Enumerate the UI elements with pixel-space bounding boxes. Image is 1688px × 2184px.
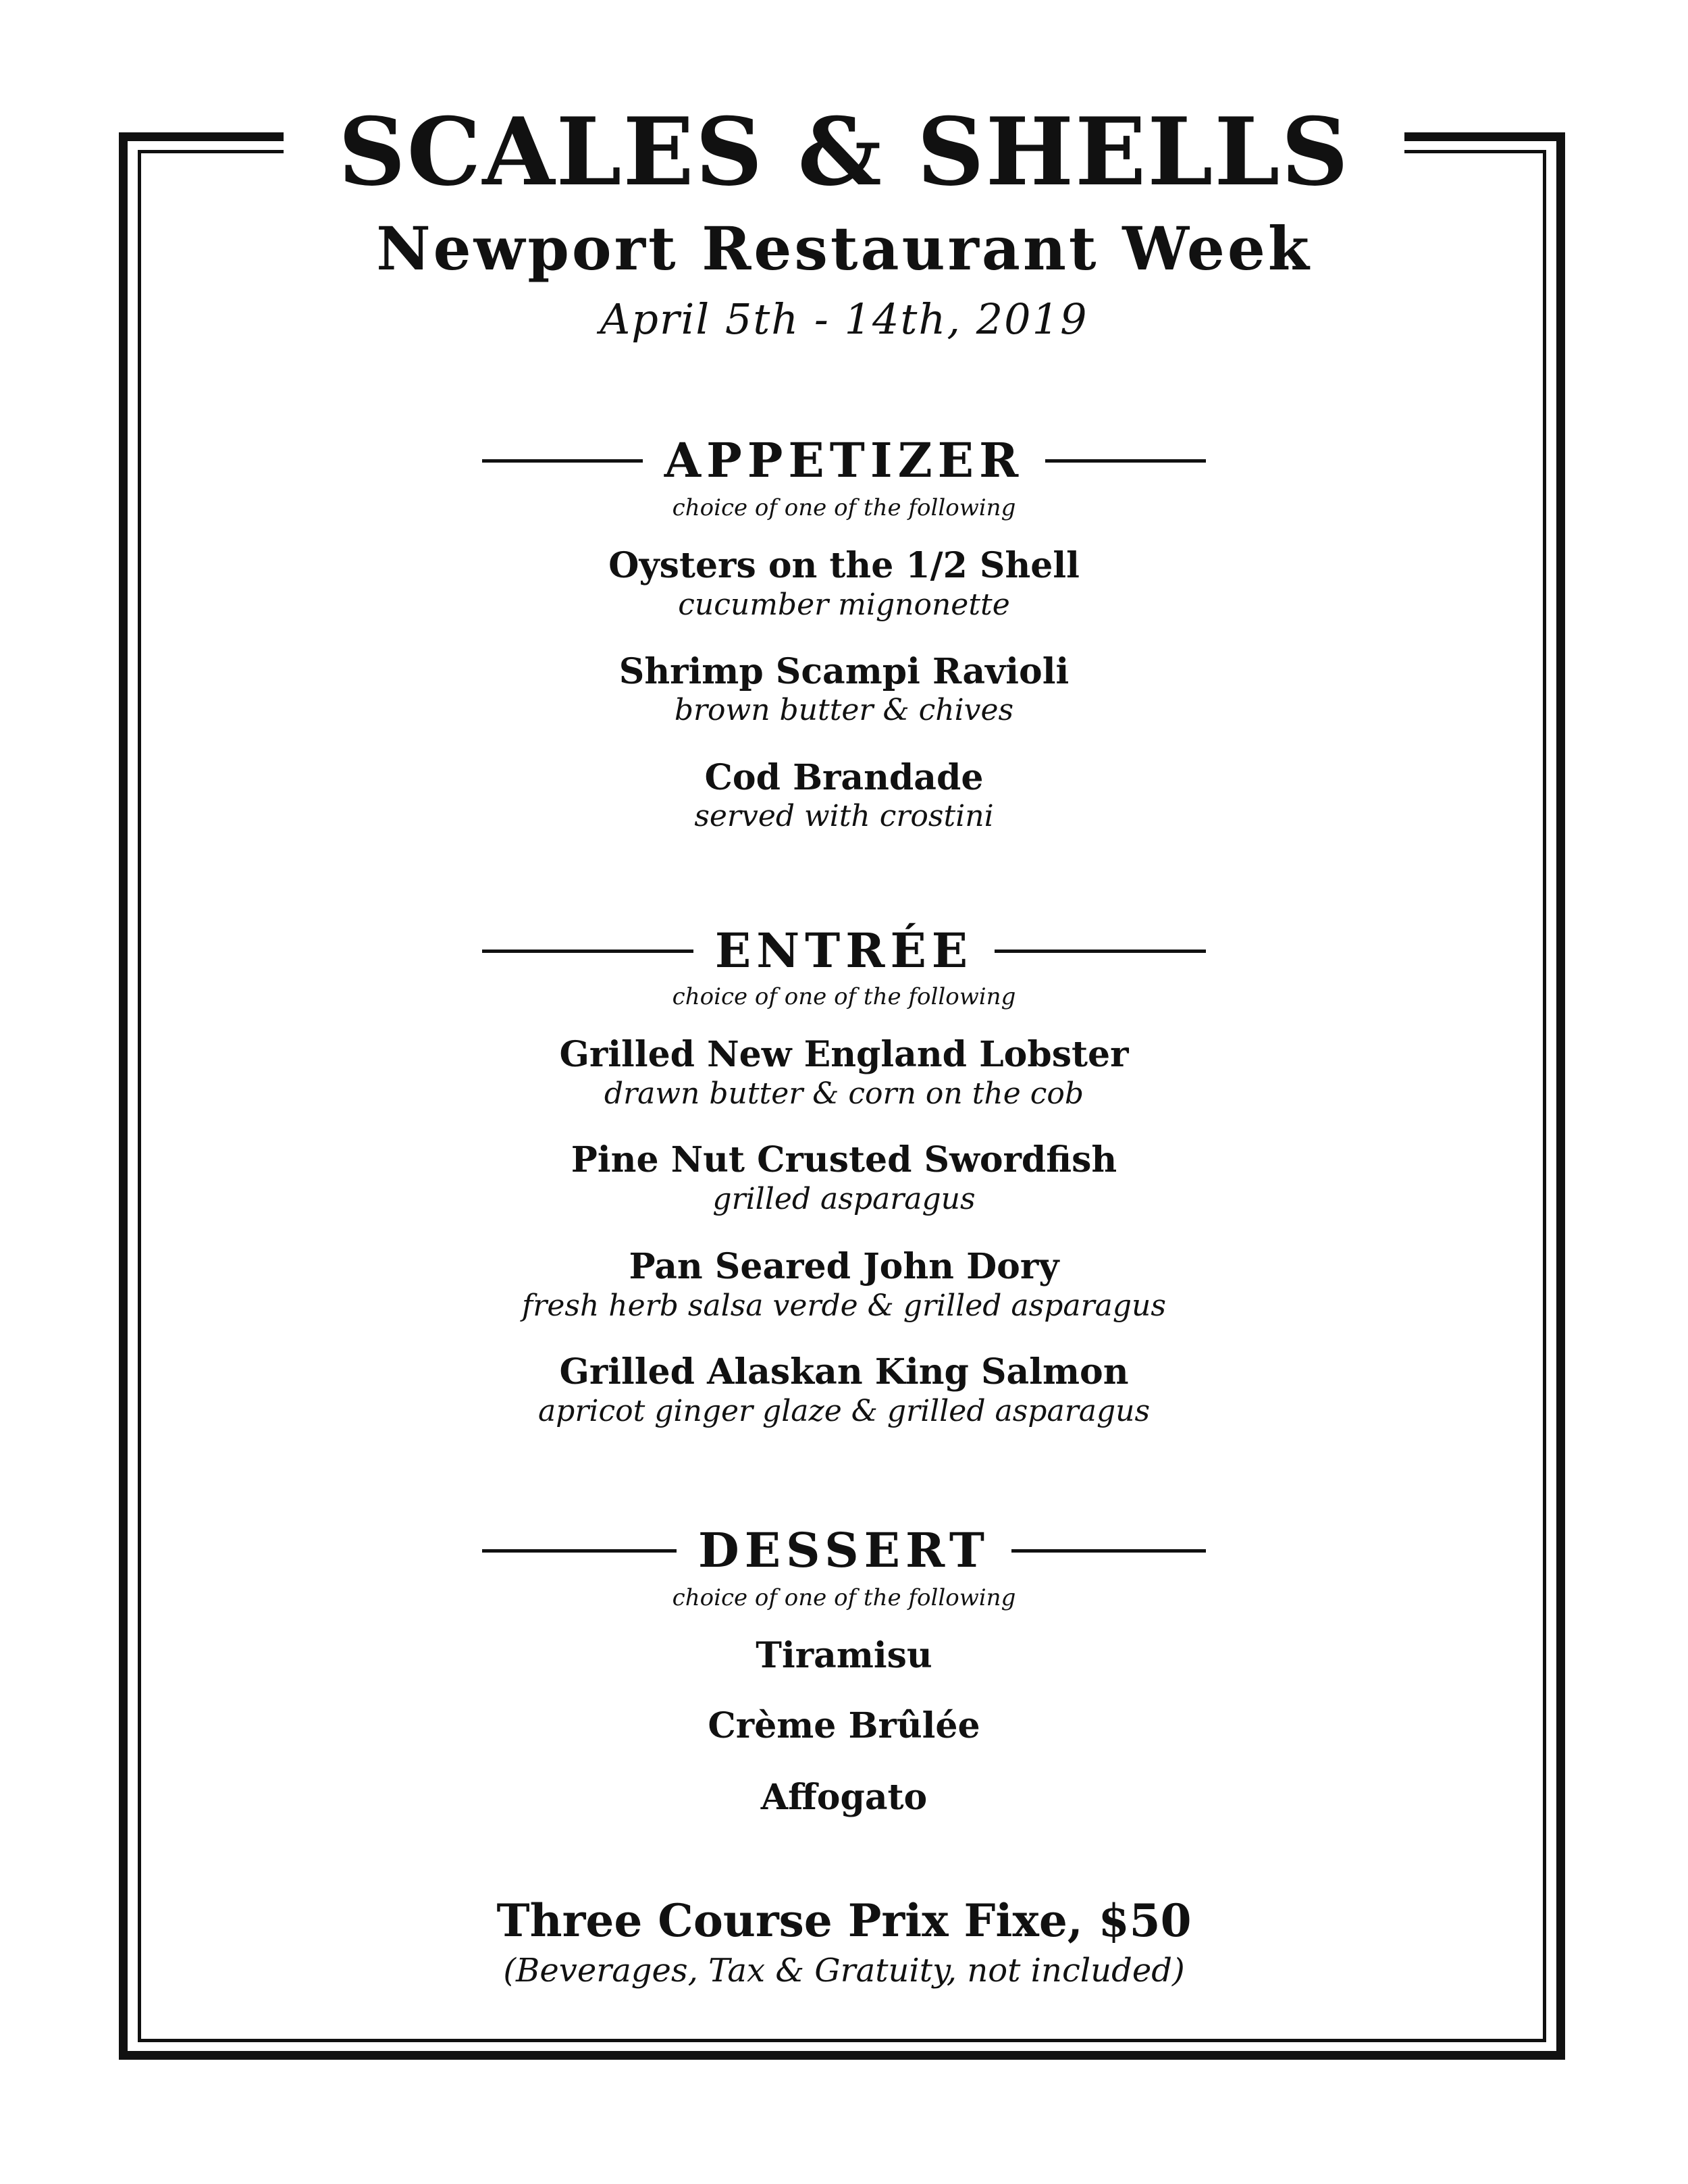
event-title: Newport Restaurant Week — [376, 213, 1312, 284]
menu-item-name: Cod Brandade — [704, 757, 984, 798]
divider-line — [482, 1549, 677, 1553]
dessert-section-header — [482, 1524, 1206, 1578]
menu-item-name: Pan Seared John Dory — [629, 1246, 1059, 1287]
appetizer-heading: APPETIZER — [664, 432, 1024, 488]
menu-item-desc: brown butter & chives — [674, 693, 1014, 727]
menu-item-desc: apricot ginger glaze & grilled asparagus — [537, 1394, 1151, 1428]
menu-item-name: Shrimp Scampi Ravioli — [618, 651, 1070, 692]
prix-fixe-price: Three Course Prix Fixe, $50 — [496, 1894, 1192, 1947]
menu-item-desc: drawn butter & corn on the cob — [604, 1076, 1084, 1111]
entree-section-header — [482, 924, 1206, 978]
menu-item-desc: served with crostini — [694, 799, 994, 833]
menu-item-name: Affogato — [760, 1777, 928, 1818]
restaurant-name: SCALES & SHELLS — [338, 97, 1350, 207]
menu-item-name: Pine Nut Crusted Swordfish — [571, 1139, 1117, 1180]
dessert-note: choice of one of the following — [672, 1584, 1016, 1611]
divider-line — [482, 459, 643, 463]
divider-line — [1011, 1549, 1206, 1553]
divider-line — [995, 950, 1206, 953]
dessert-heading: DESSERT — [698, 1522, 991, 1578]
appetizer-section-header — [482, 434, 1206, 488]
event-dates: April 5th - 14th, 2019 — [600, 294, 1088, 344]
entree-heading: ENTRÉE — [714, 922, 974, 979]
menu-item-name: Oysters on the 1/2 Shell — [608, 545, 1080, 586]
menu-item-desc: cucumber mignonette — [678, 588, 1010, 622]
divider-line — [482, 950, 693, 953]
appetizer-note: choice of one of the following — [672, 494, 1016, 521]
price-disclaimer: (Beverages, Tax & Gratuity, not included) — [503, 1952, 1185, 1990]
menu-item-name: Grilled New England Lobster — [559, 1034, 1129, 1075]
menu-item-name: Crème Brûlée — [708, 1705, 980, 1746]
menu-item-desc: grilled asparagus — [712, 1182, 976, 1216]
menu-item-name: Grilled Alaskan King Salmon — [559, 1351, 1129, 1393]
menu-item-desc: fresh herb salsa verde & grilled asparagus — [522, 1289, 1166, 1323]
entree-note: choice of one of the following — [672, 983, 1016, 1010]
menu-item-name: Tiramisu — [756, 1635, 932, 1676]
divider-line — [1045, 459, 1206, 463]
